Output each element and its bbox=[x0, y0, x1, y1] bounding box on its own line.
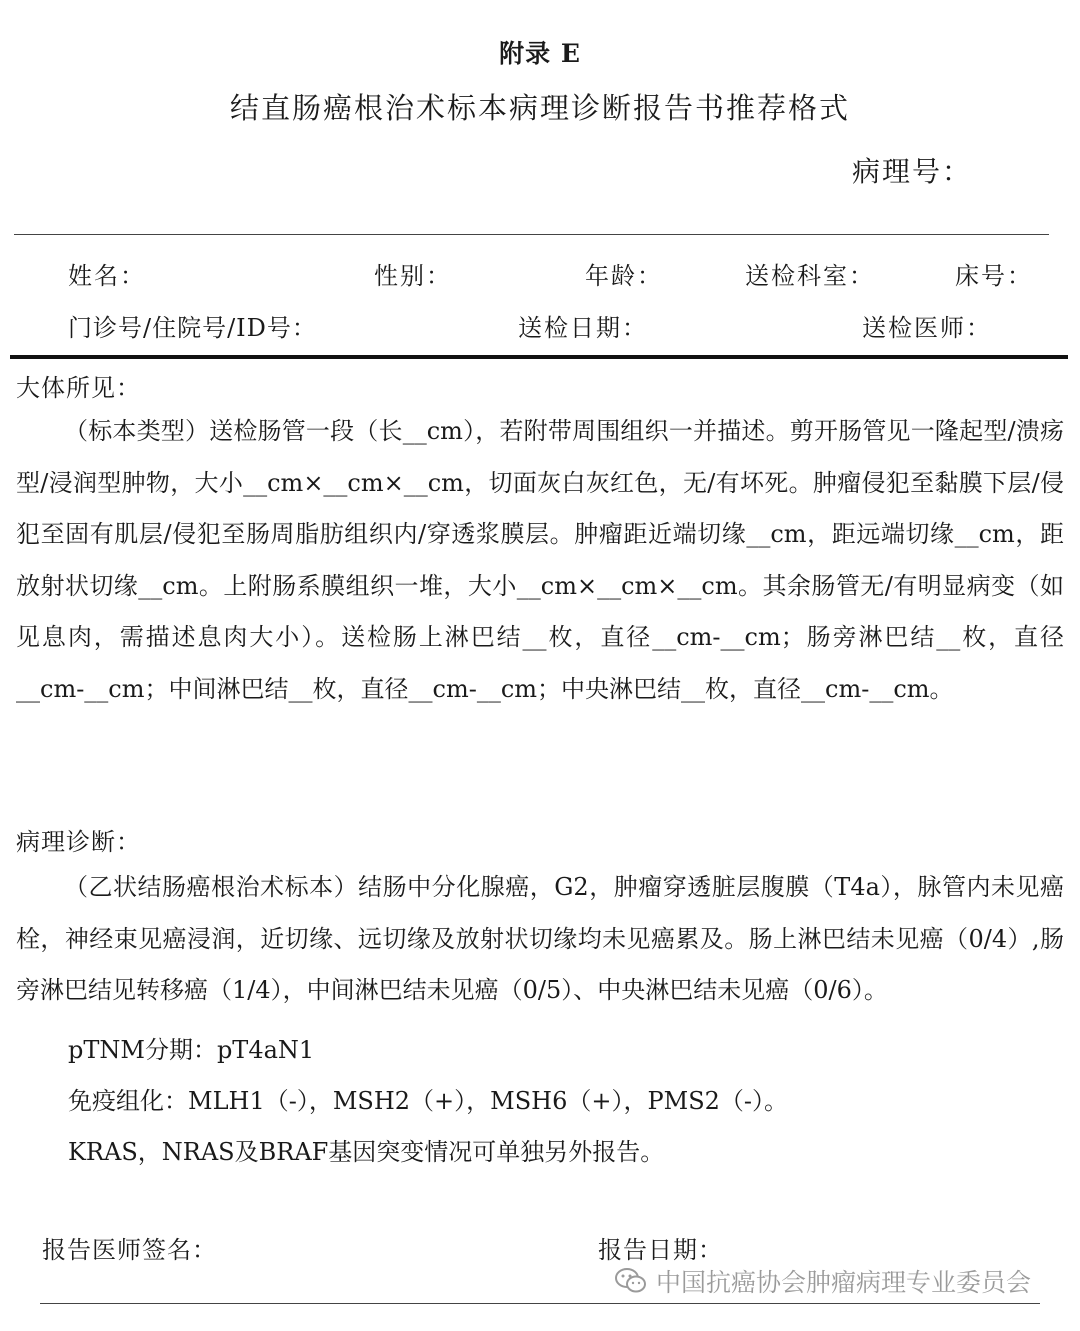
footer-divider bbox=[40, 1303, 1040, 1304]
wechat-icon bbox=[614, 1266, 648, 1296]
department-field: 送检科室： bbox=[745, 262, 875, 290]
gene-mutation-note: KRAS，NRAS及BRAF基因突变情况可单独另外报告。 bbox=[68, 1138, 665, 1166]
ptnm-stage: pTNM分期：pT4aN1 bbox=[68, 1036, 315, 1064]
gross-heading: 大体所见： bbox=[16, 374, 141, 402]
bed-field: 床号： bbox=[955, 262, 1033, 290]
patient-id-field: 门诊号/住院号/ID号： bbox=[68, 314, 317, 342]
gross-description: （标本类型）送检肠管一段（长__cm），若附带周围组织一并描述。剪开肠管见一隆起型/溃疡型/浸润型肿物，大小__cm×__cm×__cm，切面灰白灰红色，无/有坏死。肿瘤侵犯至黏膜下层/侵犯至固有肌层/侵犯至肠周脂肪组织内/穿透浆膜层。肿瘤距近端切缘__cm，距远端切缘__cm，距放射状切缘__cm。上附肠系膜组织一堆，大小__cm×__cm×__cm。其余肠管无/有明显病变（如见息肉，需描述息肉大小）。送检肠上淋巴结__枚，直径__cm-__cm；肠旁淋巴结__枚，直径__cm-__cm；中间淋巴结__枚，直径__cm-__cm；中央淋巴结__枚，直径__cm-__cm。 bbox=[16, 417, 1064, 703]
header-divider bbox=[14, 234, 1049, 235]
appendix-label: 附录 E bbox=[499, 39, 581, 68]
document-title: 结直肠癌根治术标本病理诊断报告书推荐格式 bbox=[229, 91, 850, 125]
watermark-text: 中国抗癌协会肿瘤病理专业委员会 bbox=[656, 1268, 1032, 1297]
pathology-number-label: 病理号： bbox=[852, 155, 973, 188]
age-field: 年龄： bbox=[585, 262, 663, 290]
patient-info-divider bbox=[10, 355, 1068, 359]
diagnosis-heading: 病理诊断： bbox=[16, 828, 141, 856]
signature-field: 报告医师签名： bbox=[42, 1236, 217, 1264]
name-field: 姓名： bbox=[68, 262, 146, 290]
submitting-doctor-field: 送检医师： bbox=[862, 314, 992, 342]
immunohistochemistry: 免疫组化：MLH1（-），MSH2（+），MSH6（+），PMS2（-）。 bbox=[68, 1087, 789, 1115]
diagnosis-text: （乙状结肠癌根治术标本）结肠中分化腺癌，G2，肿瘤穿透脏层腹膜（T4a），脉管内未见癌栓，神经束见癌浸润，近切缘、远切缘及放射状切缘均未见癌累及。肠上淋巴结未见癌（0/4）,肠旁淋巴结见转移癌（1/4），中间淋巴结未见癌（0/5）、中央淋巴结未见癌（0/6）。 bbox=[16, 873, 1064, 1004]
report-date-field: 报告日期： bbox=[598, 1236, 723, 1264]
sex-field: 性别： bbox=[374, 262, 452, 290]
watermark bbox=[614, 1263, 1031, 1299]
submission-date-field: 送检日期： bbox=[518, 314, 648, 342]
